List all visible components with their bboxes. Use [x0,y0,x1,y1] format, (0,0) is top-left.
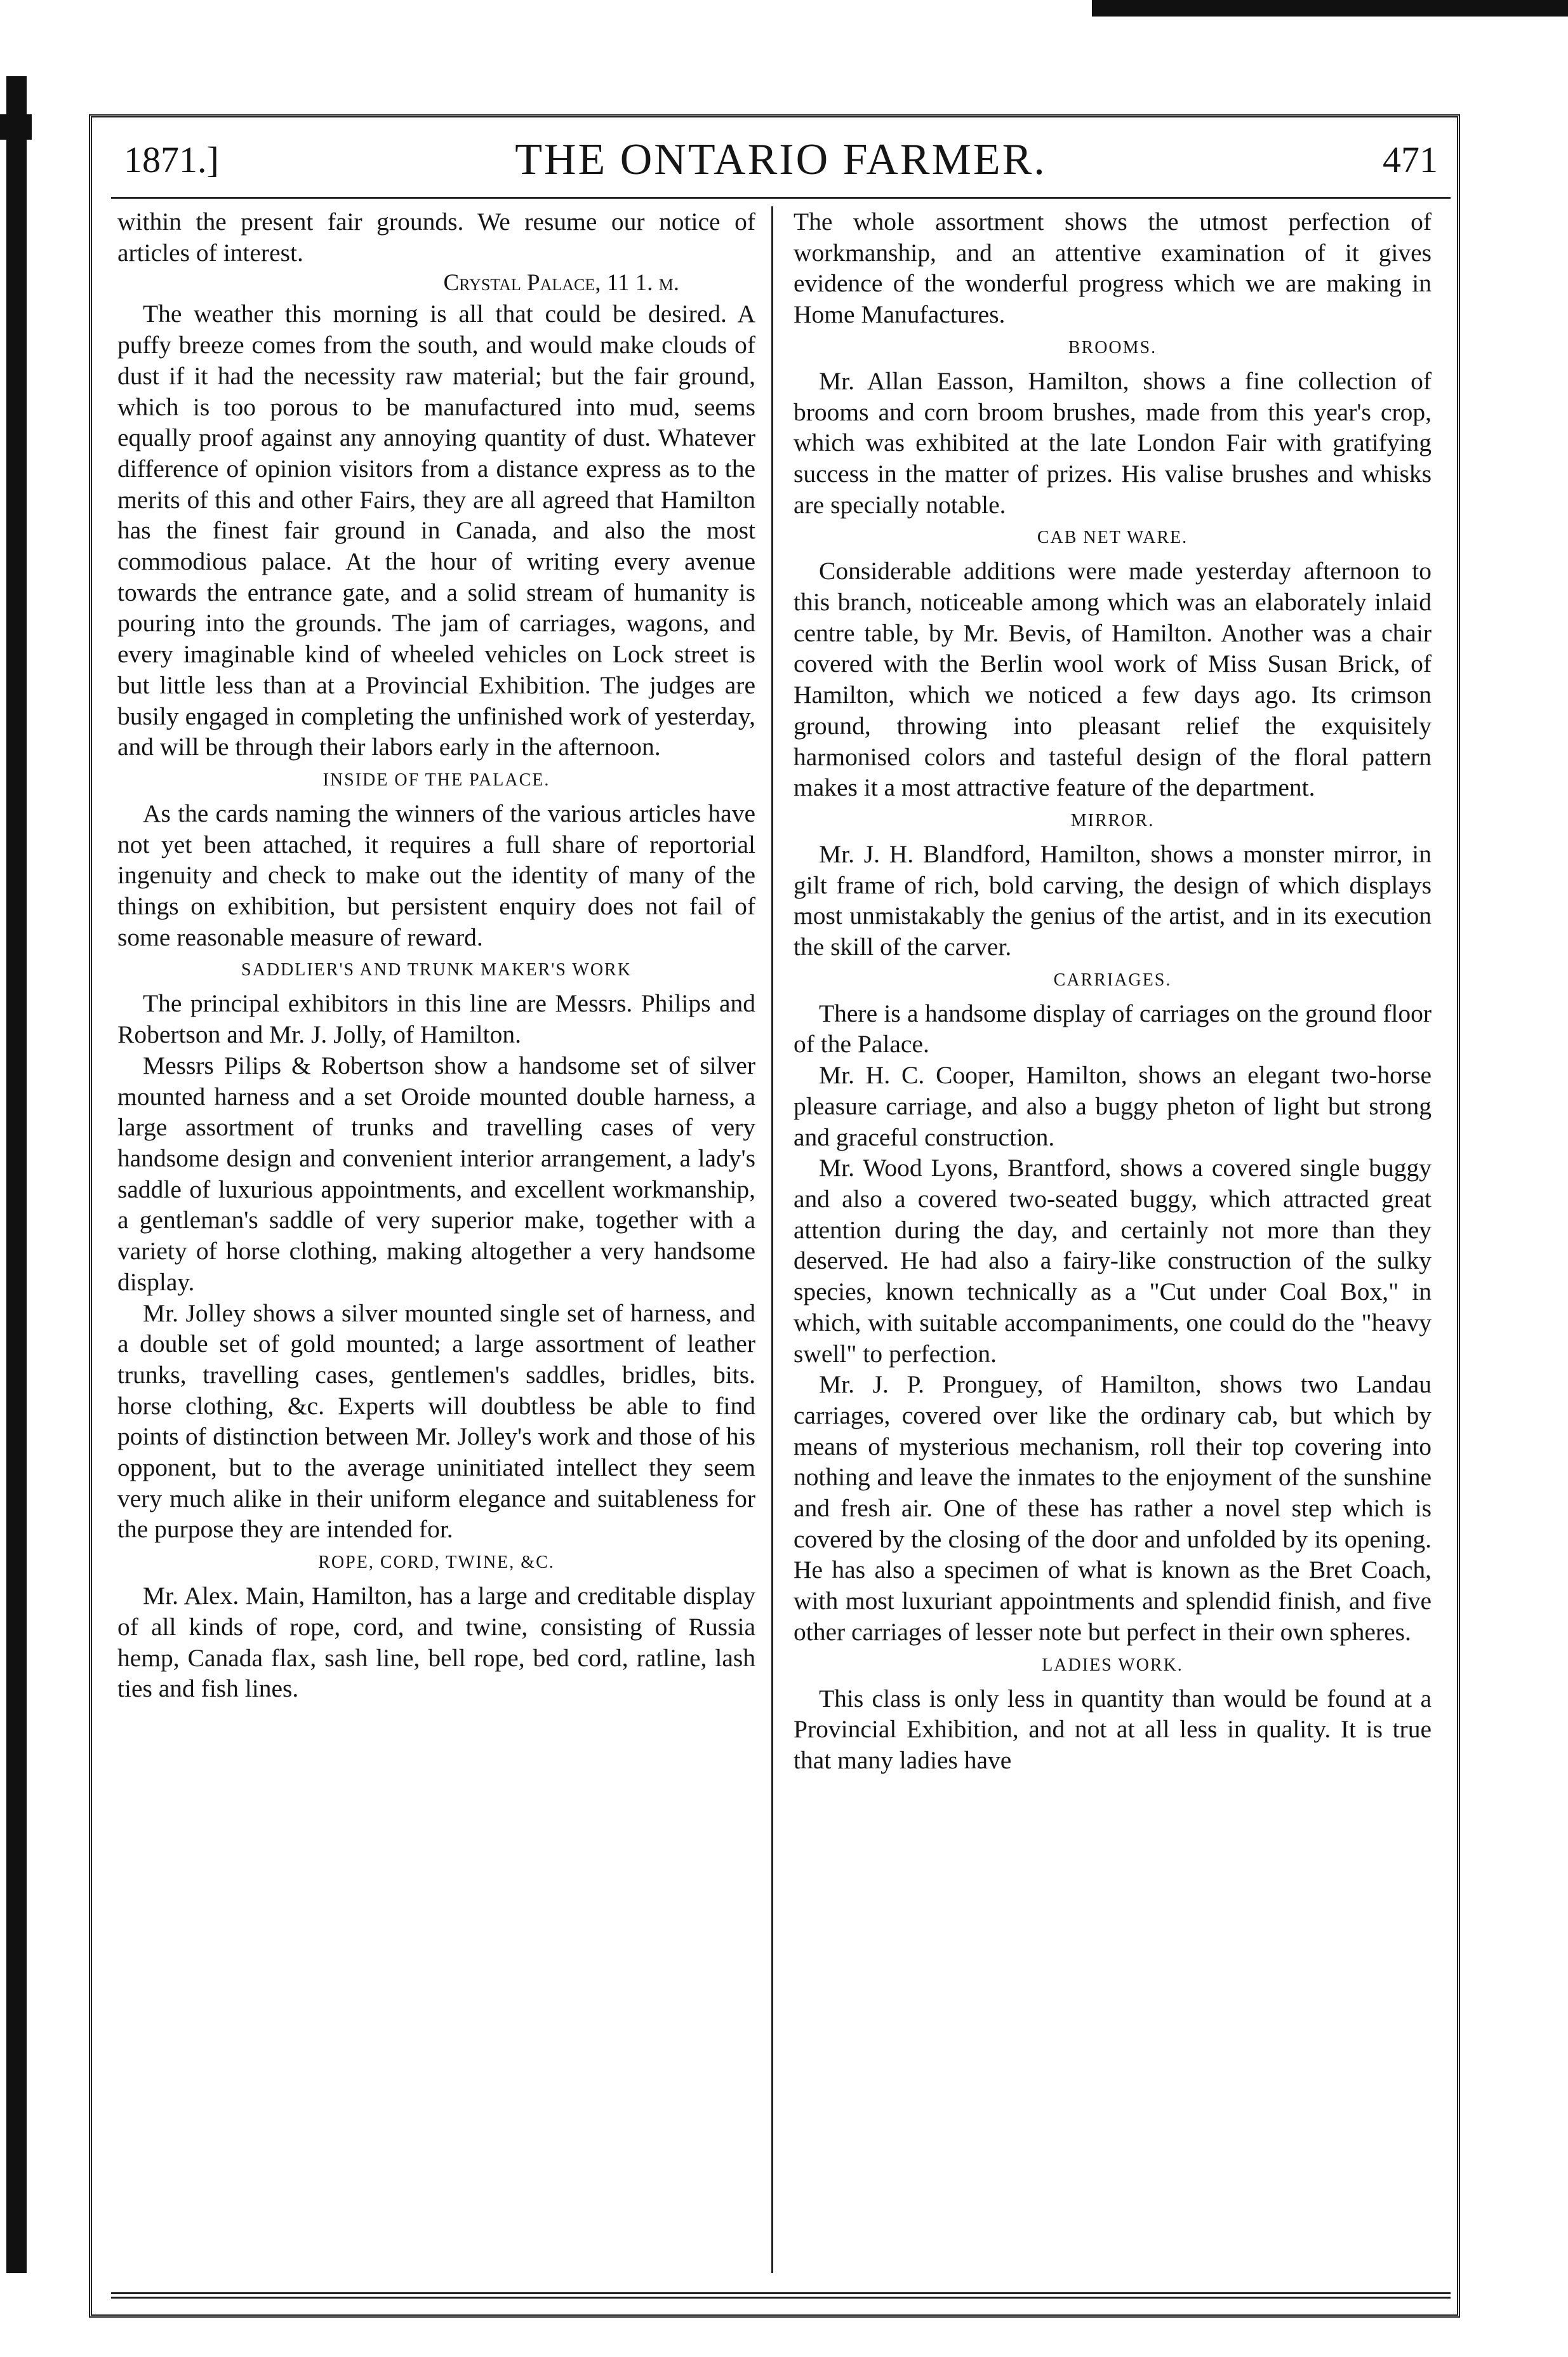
header-year: 1871.] [124,139,219,180]
paragraph: As the cards naming the winners of the various articles have not yet been attached, it requires a full share of reportorial ingenuity and check to make out the identity of many of the things on exhibition, but persistent enquiry does not fail of some reasonable measure of reward. [117,799,755,951]
paragraph: The weather this morning is all that could be desired. A puffy breeze comes from the south, and would make clouds of dust if it had the necessity raw material; but the fair ground, which is too porous to be manufactured into mud, seems equally proof against any annoying quantity of dust. Whatever difference of opinion visitors from a distance express as to the merits of this and other Fairs, they are all agreed that Hamilton has the finest fair ground in Canada, and also the most commodious palace. At the hour of writing every avenue towards the entrance gate, and a solid stream of humanity is pouring into the grounds. The jam of carriages, wagons, and every imaginable kind of wheeled vehicles on Lock street is but little less than at a Provincial Exhibition. The judges are busily engaged in completing the unfinished work of yesterday, and will be through their labors early in the afternoon. [117,300,755,761]
bottom-rule [111,2292,1451,2299]
page-edge-shadow [6,76,27,2273]
page-number: 471 [1383,139,1438,180]
paragraph: within the present fair grounds. We resume our notice of articles of interest. [117,208,755,267]
paragraph: Mr. J. P. Pronguey, of Hamilton, shows two Landau carriages, covered over like the ordinary cab, but which by means of mysterious mechanism, roll their top covering into nothing and leave the inmates to the enjoyment of the sunshine and fresh air. One of these has rather a novel step which is covered by the closing of the door and unfolded by its opening. He has also a specimen of what is known as the Bret Coach, with most luxuriant appointments and splendid finish, and five other carriages of lesser note but perfect in their own spheres. [794,1370,1432,1646]
paragraph: Messrs Pilips & Robertson show a handsome set of silver mounted harness and a set Oroide mounted double harness, a large assortment of trunks and travelling cases of very handsome design and convenient interior arrangement, a lady's saddle of luxurious appointments, and excellent workmanship, a gentleman's saddle of very superior make, together with a variety of horse clothing, making altogether a very handsome display. [117,1051,755,1296]
publication-title: THE ONTARIO FARMER. [515,135,1047,184]
right-column [794,206,1432,2280]
section-heading: CAB NET WARE. [1037,528,1188,548]
top-edge-shadow [1092,0,1568,17]
paragraph: The principal exhibitors in this line are Messrs. Philips and Robertson and Mr. J. Jolly, of Hamilton. [117,989,755,1049]
section-heading: SADDLIER'S AND TRUNK MAKER'S WORK [241,960,632,980]
paragraph: Mr. Jolley shows a silver mounted single set of harness, and a double set of gold mounted; a large assortment of leather trunks, travelling cases, gentlemen's saddles, bridles, bits. horse clothing, &c. Experts will doubtless be able to find points of distinction between Mr. Jolley's work and those of his opponent, but to the average uninitiated intellect they seem very much alike in their uniform elegance and suitableness for the purpose they are intended for. [117,1299,755,1544]
paragraph: The whole assortment shows the utmost perfection of workmanship, and an attentive examination of it gives evidence of the wonderful progress which we are making in Home Manufactures. [794,208,1432,329]
paragraph: Considerable additions were made yesterday afternoon to this branch, noticeable among which was an elaborately inlaid centre table, by Mr. Bevis, of Hamilton. Another was a chair covered with the Berlin wool work of Miss Susan Brick, of Hamilton, which we noticed a few days ago. Its crimson ground, throwing into pleasant relief the exquisitely harmonised colors and tasteful design of the floral pattern makes it a most attractive feature of the department. [794,557,1432,802]
column-divider [771,206,773,2273]
section-heading: CARRIAGES. [1053,970,1172,990]
section-heading: BROOMS. [1068,337,1157,357]
paragraph: Mr. H. C. Cooper, Hamilton, shows an elegant two-horse pleasure carriage, and also a buggy pheton of light but strong and graceful construction. [794,1061,1432,1151]
section-heading: MIRROR. [1070,810,1155,831]
section-heading: INSIDE OF THE PALACE. [322,770,550,790]
paragraph: Mr. Alex. Main, Hamilton, has a large and creditable display of all kinds of rope, cord, and twine, consisting of Russia hemp, Canada flax, sash line, bell rope, bed cord, ratline, lash ties and fish lines. [117,1582,755,1703]
dateline: Crystal Palace, 11 1. m. [443,270,679,297]
section-heading: LADIES WORK. [1042,1655,1183,1675]
paragraph: There is a handsome display of carriages on the ground floor of the Palace. [794,999,1432,1058]
paragraph: Mr. Allan Easson, Hamilton, shows a fine collection of brooms and corn broom brushes, made from this year's crop, which was exhibited at the late London Fair with gratifying success in the matter of prizes. His valise brushes and whisks are specially notable. [794,366,1432,519]
page-content [111,127,1451,2280]
running-header [111,127,1451,199]
paragraph: Mr. J. H. Blandford, Hamilton, shows a monster mirror, in gilt frame of rich, bold carving, the design of which displays most unmistakably the genius of the artist, and in its execution the skill of the carver. [794,839,1432,961]
section-heading: ROPE, CORD, TWINE, &C. [318,1552,555,1573]
paragraph: Mr. Wood Lyons, Brantford, shows a covered single buggy and also a covered two-seated buggy, which attracted great attention during the day, and certainly not more than they deserved. He had also a fairy-like construction of the sulky species, known technically as a "Cut under Coal Box," in which, with suitable accompaniments, one could do the "heavy swell" to perfection. [794,1154,1432,1368]
paragraph: This class is only less in quantity than would be found at a Provincial Exhibition, and not at all less in quality. It is true that many ladies have [794,1684,1432,1774]
left-column [117,206,755,2280]
page-edge-mark [0,114,32,140]
